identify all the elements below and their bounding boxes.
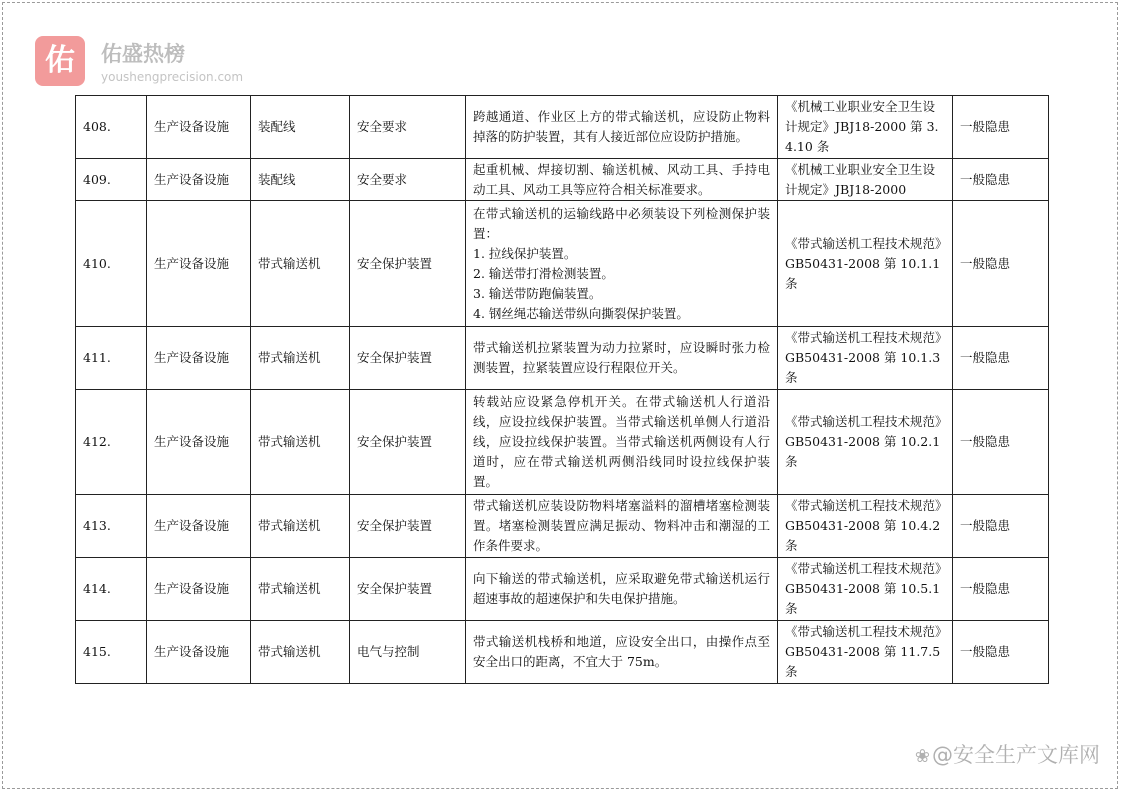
cell-basis: 《带式输送机工程技术规范》GB50431-2008 第 10.4.2 条 [778, 495, 953, 558]
cell-category: 生产设备设施 [147, 159, 251, 201]
cell-content [466, 159, 778, 201]
cell-level: 一般隐患 [953, 390, 1049, 495]
cell-level: 一般隐患 [953, 495, 1049, 558]
cell-basis: 《机械工业职业安全卫生设计规定》JBJ18-2000 第 3.4.10 条 [778, 96, 953, 159]
cell-basis: 《带式输送机工程技术规范》GB50431-2008 第 11.7.5 条 [778, 621, 953, 684]
table-row [76, 558, 1049, 621]
cell-content [466, 96, 778, 159]
cell-basis: 《机械工业职业安全卫生设计规定》JBJ18-2000 [778, 159, 953, 201]
cell-basis: 《带式输送机工程技术规范》GB50431-2008 第 10.1.1 条 [778, 201, 953, 327]
content-line: 3. 输送带防跑偏装置。 [473, 285, 602, 301]
cell-item: 带式输送机 [251, 201, 350, 327]
cell-number: 408. [76, 96, 147, 159]
cell-level: 一般隐患 [953, 558, 1049, 621]
content-line: 带式输送机栈桥和地道，应设安全出口，由操作点至安全出口的距离，不宜大于 75m。 [473, 634, 770, 669]
cell-content [466, 558, 778, 621]
table-row [76, 96, 1049, 159]
cell-level: 一般隐患 [953, 159, 1049, 201]
cell-content [466, 390, 778, 495]
cell-item: 带式输送机 [251, 621, 350, 684]
table-row [76, 495, 1049, 558]
table-row [76, 390, 1049, 495]
cell-level: 一般隐患 [953, 621, 1049, 684]
content-line: 带式输送机拉紧装置为动力拉紧时，应设瞬时张力检测装置，拉紧装置应设行程限位开关。 [473, 340, 770, 375]
content-line: 向下输送的带式输送机，应采取避免带式输送机运行超速事故的超速保护和失电保护措施。 [473, 571, 770, 606]
content-line: 在带式输送机的运输线路中必须装设下列检测保护装置： [473, 205, 770, 241]
content-line: 1. 拉线保护装置。 [473, 245, 577, 261]
cell-category: 生产设备设施 [147, 96, 251, 159]
hazard-table [75, 95, 1049, 684]
cell-category: 生产设备设施 [147, 621, 251, 684]
cell-number: 412. [76, 390, 147, 495]
cell-item: 装配线 [251, 159, 350, 201]
cell-number: 411. [76, 327, 147, 390]
cell-number: 409. [76, 159, 147, 201]
cell-type: 安全保护装置 [350, 201, 466, 327]
cell-level: 一般隐患 [953, 96, 1049, 159]
cell-number: 414. [76, 558, 147, 621]
watermark-text: @安全生产文库网 [932, 743, 1100, 767]
cell-item: 带式输送机 [251, 558, 350, 621]
brand-url: youshengprecision.com [101, 70, 244, 84]
cell-type: 安全保护装置 [350, 558, 466, 621]
cell-category: 生产设备设施 [147, 390, 251, 495]
cell-type: 安全要求 [350, 96, 466, 159]
brand-name: 佑盛热榜 [101, 42, 185, 66]
brand-logo: 佑 [35, 36, 85, 86]
cell-content [466, 201, 778, 327]
cell-number: 410. [76, 201, 147, 327]
cell-number: 415. [76, 621, 147, 684]
cell-type: 安全保护装置 [350, 390, 466, 495]
table-row [76, 621, 1049, 684]
content-line: 2. 输送带打滑检测装置。 [473, 265, 614, 281]
cell-basis: 《带式输送机工程技术规范》GB50431-2008 第 10.1.3 条 [778, 327, 953, 390]
cell-type: 安全保护装置 [350, 495, 466, 558]
content-line: 4. 钢丝绳芯输送带纵向撕裂保护装置。 [473, 305, 689, 321]
cell-item: 带式输送机 [251, 495, 350, 558]
content-line: 转载站应设紧急停机开关。在带式输送机人行道沿线，应设拉线保护装置。当带式输送机单侧人行道沿线，应设拉线保护装置。当带式输送机两侧设有人行道时，应在带式输送机两侧沿线同时设拉线保护装置。 [473, 394, 770, 489]
cell-type: 安全要求 [350, 159, 466, 201]
cell-type: 安全保护装置 [350, 327, 466, 390]
content-line: 起重机械、焊接切割、输送机械、风动工具、手持电动工具、风动工具等应符合相关标准要求。 [473, 161, 770, 197]
cell-content [466, 621, 778, 684]
cell-content [466, 327, 778, 390]
cell-basis: 《带式输送机工程技术规范》GB50431-2008 第 10.5.1 条 [778, 558, 953, 621]
cell-type: 电气与控制 [350, 621, 466, 684]
cell-item: 装配线 [251, 96, 350, 159]
cell-number: 413. [76, 495, 147, 558]
cell-item: 带式输送机 [251, 390, 350, 495]
cell-content [466, 495, 778, 558]
cell-category: 生产设备设施 [147, 558, 251, 621]
cell-basis: 《带式输送机工程技术规范》GB50431-2008 第 10.2.1 条 [778, 390, 953, 495]
cell-category: 生产设备设施 [147, 327, 251, 390]
table-row [76, 201, 1049, 327]
paw-icon: ❀ [914, 746, 930, 767]
content-line: 带式输送机应装设防物料堵塞溢料的溜槽堵塞检测装置。堵塞检测装置应满足振动、物料冲击和潮湿的工作条件要求。 [473, 498, 770, 553]
cell-item: 带式输送机 [251, 327, 350, 390]
cell-category: 生产设备设施 [147, 201, 251, 327]
content-line: 跨越通道、作业区上方的带式输送机，应设防止物料掉落的防护装置，其有人接近部位应设防护措施。 [473, 109, 770, 144]
cell-level: 一般隐患 [953, 201, 1049, 327]
table-row [76, 327, 1049, 390]
table-row [76, 159, 1049, 201]
watermark [915, 739, 1100, 769]
cell-category: 生产设备设施 [147, 495, 251, 558]
table-body [76, 96, 1049, 684]
cell-level: 一般隐患 [953, 327, 1049, 390]
